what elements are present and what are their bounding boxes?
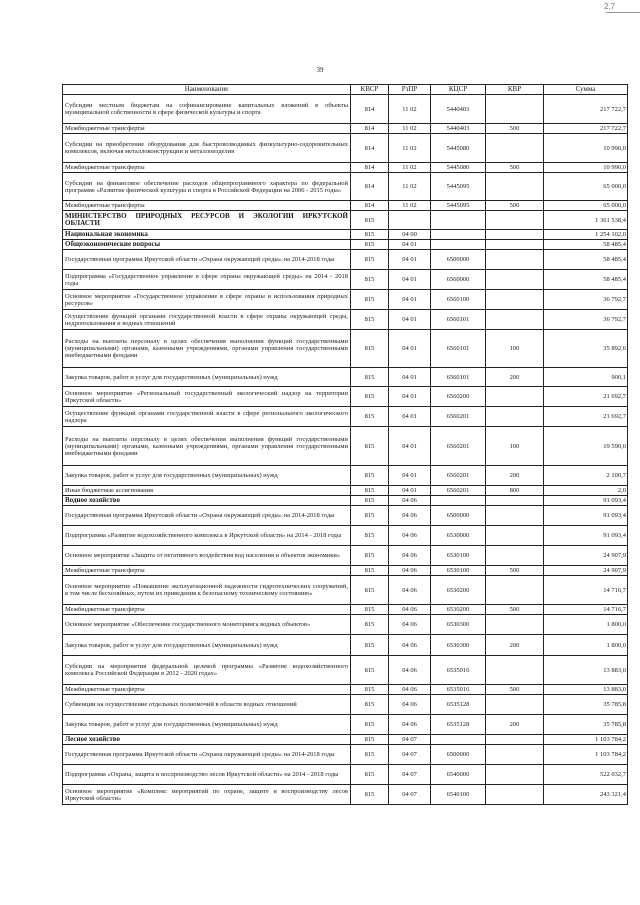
table-row [63,685,628,695]
cell-kvsr: 815 [351,368,389,387]
cell-kcsr: 6560101 [431,310,486,330]
cell-kcsr [431,735,486,745]
cell-kcsr: 6560100 [431,290,486,310]
cell-name: Субвенции на осуществление отдельных полномочий в области водных отношений [63,695,351,715]
table-row [63,506,628,526]
table-row [63,785,628,805]
cell-kvr: 200 [486,635,544,656]
cell-kvr [486,250,544,270]
page-number: 39 [316,66,324,74]
cell-name: Водное хозяйство [63,496,351,506]
table-row [63,635,628,656]
table-row [63,134,628,163]
cell-sum: 58 485,4 [544,250,628,270]
table-row [63,387,628,407]
cell-rzpr: 04 06 [389,715,431,735]
cell-sum: 91 093,4 [544,526,628,546]
cell-sum: 35 892,6 [544,330,628,368]
cell-kvr [486,765,544,785]
cell-kvsr: 814 [351,124,389,134]
cell-rzpr: 11 02 [389,134,431,163]
cell-kvr: 200 [486,368,544,387]
cell-sum: 13 883,0 [544,685,628,695]
table-row [63,407,628,427]
cell-kvsr: 815 [351,387,389,407]
cell-name: Подпрограмма «Развитие водохозяйственного комплекса в Иркутской области» на 2014 - 2018 годы [63,526,351,546]
header-rzpr: РзПР [389,85,431,95]
cell-rzpr: 04 06 [389,506,431,526]
cell-kvr [486,173,544,201]
cell-sum: 24 907,9 [544,546,628,566]
cell-kcsr: 5445095 [431,201,486,211]
cell-kcsr: 5445080 [431,163,486,173]
header-sum: Сумма [544,85,628,95]
cell-kvr: 500 [486,201,544,211]
table-row [63,546,628,566]
cell-rzpr: 04 06 [389,566,431,576]
table-row [63,526,628,546]
cell-kcsr: 6560201 [431,407,486,427]
cell-kvsr: 815 [351,735,389,745]
cell-kcsr: 5445080 [431,134,486,163]
cell-name: Субсидии местным бюджетам на софинансирование капитальных вложений в объекты муниципальной собственности в сфере физической культуры и спорта [63,95,351,124]
table-row [63,486,628,496]
cell-kvr: 500 [486,163,544,173]
cell-kvsr: 815 [351,605,389,615]
cell-sum: 58 485,4 [544,270,628,290]
cell-kcsr: 6560101 [431,368,486,387]
corner-mark: 2,7 [604,2,616,11]
cell-kcsr: 6500000 [431,250,486,270]
cell-rzpr: 11 02 [389,163,431,173]
cell-kvsr: 815 [351,566,389,576]
cell-sum: 217 722,7 [544,95,628,124]
cell-rzpr: 04 01 [389,270,431,290]
cell-kcsr [431,240,486,250]
cell-kcsr: 6530100 [431,566,486,576]
cell-name: Расходы на выплаты персоналу в целях обеспечения выполнения функций государственными (муниципальными) органами, казенными учреждениями, органами управления государственными внебюджетными фондами [63,427,351,466]
cell-kvsr: 815 [351,486,389,496]
cell-kvsr: 815 [351,615,389,635]
cell-rzpr: 04 07 [389,745,431,765]
cell-rzpr: 04 07 [389,785,431,805]
cell-sum: 1 103 784,2 [544,745,628,765]
cell-kvsr: 815 [351,546,389,566]
table-row [63,290,628,310]
cell-kvsr: 815 [351,230,389,240]
table-row [63,270,628,290]
cell-kvsr: 815 [351,290,389,310]
cell-kcsr: 6560200 [431,387,486,407]
cell-kcsr: 6540000 [431,765,486,785]
cell-name: Осуществление функций органами государственной власти в сфере регионального экологического надзора [63,407,351,427]
cell-name: Лесное хозяйство [63,735,351,745]
cell-kcsr [431,211,486,230]
cell-kvsr: 815 [351,310,389,330]
cell-name: Закупка товаров, работ и услуг для государственных (муниципальных) нужд [63,715,351,735]
cell-kvsr: 814 [351,201,389,211]
cell-kcsr: 6500000 [431,745,486,765]
budget-table [62,84,628,805]
cell-kvr [486,745,544,765]
cell-kvr [486,526,544,546]
cell-kvsr: 815 [351,211,389,230]
cell-kvsr: 814 [351,173,389,201]
table-row [63,310,628,330]
cell-kvr [486,695,544,715]
table-row [63,95,628,124]
cell-kcsr: 6560201 [431,427,486,466]
cell-kcsr: 6500000 [431,506,486,526]
cell-rzpr: 04 07 [389,735,431,745]
cell-rzpr: 04 00 [389,230,431,240]
cell-name: Межбюджетные трансферты [63,685,351,695]
cell-kvsr: 815 [351,785,389,805]
cell-sum: 522 032,7 [544,765,628,785]
cell-kvsr: 815 [351,635,389,656]
cell-rzpr: 04 06 [389,546,431,566]
table-row [63,124,628,134]
table-row [63,240,628,250]
cell-kcsr: 6560000 [431,270,486,290]
cell-kvr: 200 [486,715,544,735]
header-kcsr: КЦСР [431,85,486,95]
cell-name: Закупка товаров, работ и услуг для государственных (муниципальных) нужд [63,635,351,656]
budget-table-body [63,95,628,805]
cell-rzpr: 04 01 [389,310,431,330]
table-row [63,368,628,387]
cell-kvsr: 815 [351,695,389,715]
cell-kvsr: 815 [351,427,389,466]
cell-rzpr: 04 06 [389,496,431,506]
cell-name: Субсидии на мероприятия федеральной целевой программы «Развитие водохозяйственного комплекса Российской Федерации в 2012 - 2020 годах» [63,656,351,685]
cell-sum: 243 321,4 [544,785,628,805]
header-kvr: КВР [486,85,544,95]
cell-sum: 217 722,7 [544,124,628,134]
cell-name: Подпрограмма «Государственное управление в сфере охраны окружающей среды» на 2014 - 2018 годы [63,270,351,290]
cell-kvr [486,134,544,163]
cell-kcsr: 6530300 [431,635,486,656]
cell-kvsr: 815 [351,270,389,290]
table-row [63,163,628,173]
cell-kvsr: 815 [351,656,389,685]
budget-table-header [63,85,628,95]
table-row [63,695,628,715]
cell-sum: 35 785,8 [544,695,628,715]
cell-kvr [486,290,544,310]
cell-kvr [486,230,544,240]
cell-kcsr: 6540100 [431,785,486,805]
table-row [63,496,628,506]
cell-sum: 1 254 102,0 [544,230,628,240]
cell-rzpr: 04 01 [389,240,431,250]
cell-kvsr: 815 [351,496,389,506]
cell-rzpr: 04 06 [389,635,431,656]
cell-kvsr: 815 [351,576,389,605]
cell-name: МИНИСТЕРСТВО ПРИРОДНЫХ РЕСУРСОВ И ЭКОЛОГИИ ИРКУТСКОЙ ОБЛАСТИ [63,211,351,230]
table-row [63,230,628,240]
cell-sum: 19 590,0 [544,427,628,466]
cell-kvsr: 815 [351,715,389,735]
cell-kvr [486,506,544,526]
table-row [63,466,628,486]
cell-rzpr: 04 01 [389,486,431,496]
cell-kvsr: 815 [351,330,389,368]
cell-name: Межбюджетные трансферты [63,566,351,576]
cell-name: Основное мероприятие «Региональный государственный экологический надзор на территории Иркутской области» [63,387,351,407]
cell-kvr: 500 [486,605,544,615]
cell-kvr [486,270,544,290]
cell-kcsr: 6535016 [431,685,486,695]
cell-sum: 91 093,4 [544,496,628,506]
cell-name: Национальная экономика [63,230,351,240]
cell-name: Иные бюджетные ассигнования [63,486,351,496]
cell-kcsr: 5440403 [431,95,486,124]
header-kvsr: КВСР [351,85,389,95]
cell-kvr: 100 [486,427,544,466]
cell-kcsr: 5445095 [431,173,486,201]
cell-kvr [486,240,544,250]
cell-sum: 35 785,8 [544,715,628,735]
table-row [63,427,628,466]
cell-kvr: 500 [486,124,544,134]
cell-sum: 900,1 [544,368,628,387]
cell-name: Межбюджетные трансферты [63,605,351,615]
cell-kvsr: 814 [351,163,389,173]
cell-kcsr: 5440403 [431,124,486,134]
cell-kvr: 800 [486,486,544,496]
cell-kvsr: 814 [351,95,389,124]
cell-sum: 13 883,0 [544,656,628,685]
cell-name: Закупка товаров, работ и услуг для государственных (муниципальных) нужд [63,466,351,486]
cell-sum: 65 000,0 [544,201,628,211]
cell-rzpr: 11 02 [389,95,431,124]
cell-kvsr: 815 [351,240,389,250]
cell-kcsr: 6530200 [431,605,486,615]
cell-kvsr: 815 [351,407,389,427]
cell-rzpr: 04 01 [389,466,431,486]
table-row [63,201,628,211]
cell-sum: 1 800,0 [544,615,628,635]
cell-sum: 14 716,7 [544,576,628,605]
cell-rzpr: 04 06 [389,526,431,546]
cell-sum: 21 692,7 [544,387,628,407]
cell-kcsr: 6530100 [431,546,486,566]
cell-kvr [486,211,544,230]
cell-sum: 2 100,7 [544,466,628,486]
table-row [63,173,628,201]
table-row [63,211,628,230]
cell-kcsr: 6560201 [431,486,486,496]
cell-name: Основное мероприятие «Повышение эксплуатационной надежности гидротехнических сооружений, в том числе бесхозяйных, путем их приведения к безопасному техническому состоянию» [63,576,351,605]
cell-kvr [486,615,544,635]
cell-sum: 14 716,7 [544,605,628,615]
cell-name: Межбюджетные трансферты [63,163,351,173]
cell-kvsr: 815 [351,506,389,526]
cell-kvsr: 815 [351,685,389,695]
table-row [63,615,628,635]
cell-name: Основное мероприятие «Обеспечение государственного мониторинга водных объектов» [63,615,351,635]
cell-rzpr: 04 06 [389,656,431,685]
cell-rzpr: 04 06 [389,576,431,605]
cell-name: Расходы на выплаты персоналу в целях обеспечения выполнения функций государственными (муниципальными) органами, казенными учреждениями, органами управления государственными внебюджетными фондами [63,330,351,368]
table-row [63,566,628,576]
table-row [63,765,628,785]
cell-rzpr: 04 06 [389,685,431,695]
cell-rzpr: 04 06 [389,615,431,635]
cell-rzpr: 11 02 [389,201,431,211]
cell-kcsr: 6535128 [431,715,486,735]
cell-kcsr [431,230,486,240]
cell-kvsr: 815 [351,250,389,270]
cell-name: Основное мероприятие «Государственное управление в сфере охраны и использования природных ресурсов» [63,290,351,310]
table-row [63,576,628,605]
cell-kvr: 200 [486,466,544,486]
cell-sum: 2,0 [544,486,628,496]
cell-kcsr: 6535128 [431,695,486,715]
cell-rzpr: 04 06 [389,695,431,715]
cell-sum: 24 907,9 [544,566,628,576]
header-name: Наименование [63,85,351,95]
cell-rzpr: 04 01 [389,407,431,427]
cell-rzpr: 04 06 [389,605,431,615]
header-row [63,85,628,95]
table-row [63,656,628,685]
cell-kvr [486,576,544,605]
cell-kcsr: 6535016 [431,656,486,685]
cell-name: Государственная программа Иркутской области «Охрана окружающей среды» на 2014-2018 годы [63,745,351,765]
cell-rzpr: 04 01 [389,427,431,466]
cell-rzpr: 04 01 [389,330,431,368]
cell-kcsr: 6560101 [431,330,486,368]
cell-kvr: 100 [486,330,544,368]
cell-sum: 10 990,0 [544,134,628,163]
cell-sum: 21 692,7 [544,407,628,427]
cell-kvr [486,735,544,745]
cell-kvr: 500 [486,685,544,695]
cell-kvr [486,656,544,685]
table-row [63,735,628,745]
cell-rzpr: 04 07 [389,765,431,785]
cell-name: Основное мероприятие «Защита от негативного воздействия вод населения и объектов экономики» [63,546,351,566]
cell-kcsr: 6530300 [431,615,486,635]
table-row [63,330,628,368]
cell-kvr [486,387,544,407]
cell-rzpr: 11 02 [389,124,431,134]
cell-name: Осуществление функций органами государственной власти в сфере охраны окружающей среды, недропользования и водных отношений [63,310,351,330]
corner-mark-underline [606,12,640,13]
cell-rzpr [389,211,431,230]
cell-name: Государственная программа Иркутской области «Охрана окружающей среды» на 2014-2018 годы [63,506,351,526]
cell-kcsr [431,496,486,506]
cell-kcsr: 6530200 [431,576,486,605]
cell-sum: 1 361 538,4 [544,211,628,230]
cell-rzpr: 04 01 [389,290,431,310]
cell-sum: 58 485,4 [544,240,628,250]
cell-name: Субсидии на финансовое обеспечение расходов общепрограммного характера по федеральной программе «Развитие физической культуры и спорта в Российской Федерации на 2006 - 2015 годы» [63,173,351,201]
table-row [63,605,628,615]
cell-sum: 65 000,0 [544,173,628,201]
cell-name: Межбюджетные трансферты [63,201,351,211]
cell-sum: 10 990,0 [544,163,628,173]
cell-kvr [486,95,544,124]
cell-name: Основное мероприятие «Комплекс мероприятий по охране, защите и воспроизводству лесов Иркутской области» [63,785,351,805]
cell-rzpr: 04 01 [389,250,431,270]
cell-kvr [486,310,544,330]
cell-kcsr: 6530000 [431,526,486,546]
cell-kvsr: 815 [351,745,389,765]
cell-sum: 1 800,0 [544,635,628,656]
cell-kvr [486,546,544,566]
cell-sum: 36 792,7 [544,290,628,310]
cell-name: Государственная программа Иркутской области «Охрана окружающей среды» на 2014-2018 годы [63,250,351,270]
cell-kcsr: 6560201 [431,466,486,486]
cell-sum: 36 792,7 [544,310,628,330]
cell-sum: 1 103 784,2 [544,735,628,745]
cell-kvsr: 815 [351,466,389,486]
cell-rzpr: 04 01 [389,368,431,387]
cell-kvr: 500 [486,566,544,576]
cell-kvr [486,407,544,427]
cell-name: Закупка товаров, работ и услуг для государственных (муниципальных) нужд [63,368,351,387]
cell-kvr [486,785,544,805]
cell-rzpr: 04 01 [389,387,431,407]
cell-sum: 91 093,4 [544,506,628,526]
cell-name: Подпрограмма «Охрана, защита и воспроизводство лесов Иркутской области» на 2014 - 2018 годы [63,765,351,785]
cell-kvsr: 815 [351,526,389,546]
table-row [63,715,628,735]
cell-kvr [486,496,544,506]
cell-rzpr: 11 02 [389,173,431,201]
cell-kvsr: 815 [351,765,389,785]
table-row [63,745,628,765]
cell-kvsr: 814 [351,134,389,163]
cell-name: Межбюджетные трансферты [63,124,351,134]
cell-name: Общеэкономические вопросы [63,240,351,250]
table-row [63,250,628,270]
cell-name: Субсидии на приобретение оборудования для быстровозводимых физкультурно-оздоровительных комплексов, включая металлоконструкции и металлоизделия [63,134,351,163]
